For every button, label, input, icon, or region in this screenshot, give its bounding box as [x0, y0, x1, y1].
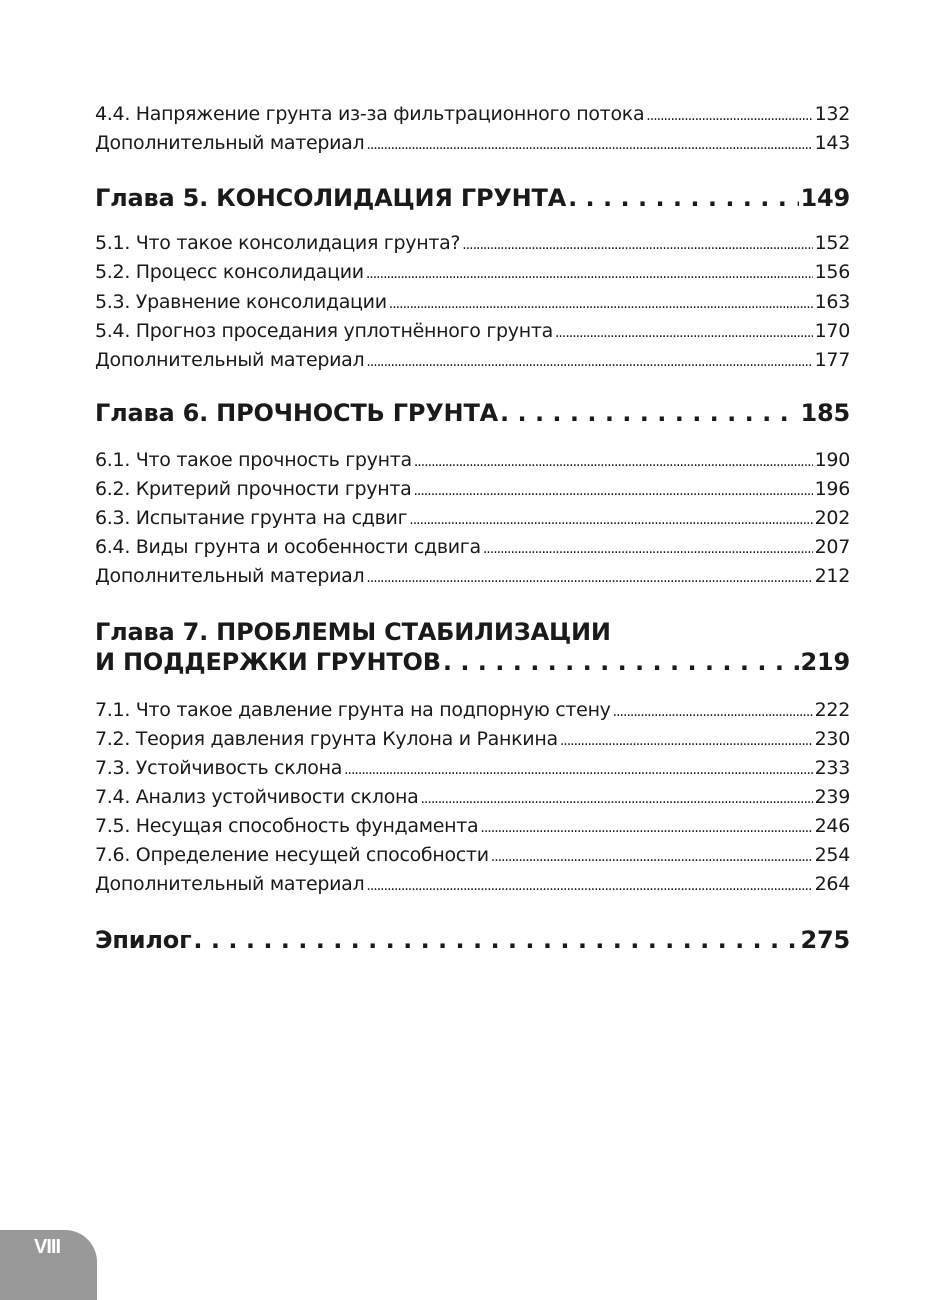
- toc-entry[interactable]: [95, 870, 850, 898]
- dot-leader: [409, 504, 812, 534]
- toc-page: 143: [814, 132, 850, 154]
- page-number-tab: [0, 1230, 97, 1300]
- toc-title: Глава 6. ПРОЧНОСТЬ ГРУНТА: [95, 399, 498, 427]
- toc-page: 233: [814, 757, 850, 779]
- dot-leader: [366, 258, 813, 288]
- toc-entry[interactable]: [95, 812, 850, 840]
- toc-chapter[interactable]: [95, 615, 850, 649]
- dot-leader: [555, 317, 813, 347]
- toc-title: 5.4. Прогноз проседания уплотнённого грунта: [95, 320, 553, 342]
- toc-page: 177: [814, 349, 850, 371]
- dot-leader: [443, 645, 799, 679]
- toc-page: 275: [800, 926, 850, 954]
- toc-title: Дополнительный материал: [95, 132, 365, 154]
- toc-entry[interactable]: [95, 258, 850, 286]
- toc-title: 6.4. Виды грунта и особенности сдвига: [95, 536, 481, 558]
- toc-page: 230: [814, 728, 850, 750]
- toc-title: Эпилог: [95, 926, 192, 954]
- dot-leader: [480, 812, 812, 842]
- toc-page: 156: [814, 261, 850, 283]
- toc-title: 7.1. Что такое давление грунта на подпорную стену: [95, 699, 611, 721]
- dot-leader: [366, 346, 812, 376]
- toc-chapter[interactable]: [95, 396, 850, 430]
- toc-page: 239: [814, 786, 850, 808]
- toc-entry[interactable]: [95, 725, 850, 753]
- toc-page: 222: [814, 699, 850, 721]
- toc-title: 7.2. Теория давления грунта Кулона и Ранкина: [95, 728, 558, 750]
- toc-title: И ПОДДЕРЖКИ ГРУНТОВ: [95, 648, 441, 676]
- toc-entry[interactable]: [95, 533, 850, 561]
- toc-page: 254: [814, 844, 850, 866]
- toc-entry[interactable]: [95, 783, 850, 811]
- toc-entry[interactable]: [95, 475, 850, 503]
- dot-leader: [568, 181, 798, 215]
- dot-leader: [413, 475, 812, 505]
- toc-entry[interactable]: [95, 317, 850, 345]
- toc-entry[interactable]: [95, 841, 850, 869]
- toc-page: 196: [814, 478, 850, 500]
- toc-entry[interactable]: [95, 446, 850, 474]
- dot-leader: [366, 562, 812, 592]
- toc-entry[interactable]: [95, 288, 850, 316]
- toc-title: 4.4. Напряжение грунта из-за фильтрационного потока: [95, 103, 645, 125]
- toc-page: 219: [800, 648, 850, 676]
- toc-page: 152: [814, 232, 850, 254]
- dot-leader: [344, 754, 813, 784]
- toc-chapter[interactable]: [95, 645, 850, 679]
- toc-title: 5.3. Уравнение консолидации: [95, 291, 387, 313]
- dot-leader: [483, 533, 813, 563]
- toc-entry[interactable]: [95, 504, 850, 532]
- toc-title: 7.6. Определение несущей способности: [95, 844, 489, 866]
- toc-page: 132: [814, 103, 850, 125]
- toc-title: 6.3. Испытание грунта на сдвиг: [95, 507, 408, 529]
- toc-title: 5.2. Процесс консолидации: [95, 261, 364, 283]
- toc-title: 7.5. Несущая способность фундамента: [95, 815, 479, 837]
- toc-title: 7.4. Анализ устойчивости склона: [95, 786, 419, 808]
- toc-page: 170: [814, 320, 850, 342]
- toc-page: 163: [814, 291, 850, 313]
- toc-entry[interactable]: [95, 100, 850, 128]
- toc-entry[interactable]: [95, 696, 850, 724]
- toc-page: 212: [814, 565, 850, 587]
- toc-page: 264: [814, 873, 850, 895]
- dot-leader: [491, 841, 813, 871]
- toc-page: 207: [814, 536, 850, 558]
- dot-leader: [500, 396, 799, 430]
- toc-title: Дополнительный материал: [95, 873, 365, 895]
- dot-leader: [462, 229, 812, 259]
- page-number: VIII: [34, 1236, 61, 1258]
- toc-title: 5.1. Что такое консолидация грунта?: [95, 232, 461, 254]
- toc-chapter[interactable]: [95, 181, 850, 215]
- dot-leader: [613, 696, 813, 726]
- dot-leader: [193, 923, 798, 957]
- dot-leader: [389, 288, 813, 318]
- toc-title: 6.2. Критерий прочности грунта: [95, 478, 412, 500]
- toc-entry[interactable]: [95, 754, 850, 782]
- dot-leader: [366, 129, 812, 159]
- toc-entry[interactable]: [95, 562, 850, 590]
- toc-title: Дополнительный материал: [95, 349, 365, 371]
- toc-title: Глава 7. ПРОБЛЕМЫ СТАБИЛИЗАЦИИ: [95, 618, 611, 646]
- toc-page: 246: [814, 815, 850, 837]
- toc-page: 202: [814, 507, 850, 529]
- toc-entry[interactable]: [95, 129, 850, 157]
- toc-title: Глава 5. КОНСОЛИДАЦИЯ ГРУНТА: [95, 184, 567, 212]
- toc-page: 185: [800, 399, 850, 427]
- toc-title: Дополнительный материал: [95, 565, 365, 587]
- toc-title: 7.3. Устойчивость склона: [95, 757, 343, 779]
- toc-entry[interactable]: [95, 346, 850, 374]
- toc-page: 149: [800, 184, 850, 212]
- toc-entry[interactable]: [95, 229, 850, 257]
- dot-leader: [366, 870, 812, 900]
- dot-leader: [414, 446, 813, 476]
- toc-title: 6.1. Что такое прочность грунта: [95, 449, 412, 471]
- dot-leader: [420, 783, 812, 813]
- dot-leader: [646, 100, 812, 130]
- toc-page: 190: [814, 449, 850, 471]
- toc-chapter[interactable]: [95, 923, 850, 957]
- dot-leader: [560, 725, 813, 755]
